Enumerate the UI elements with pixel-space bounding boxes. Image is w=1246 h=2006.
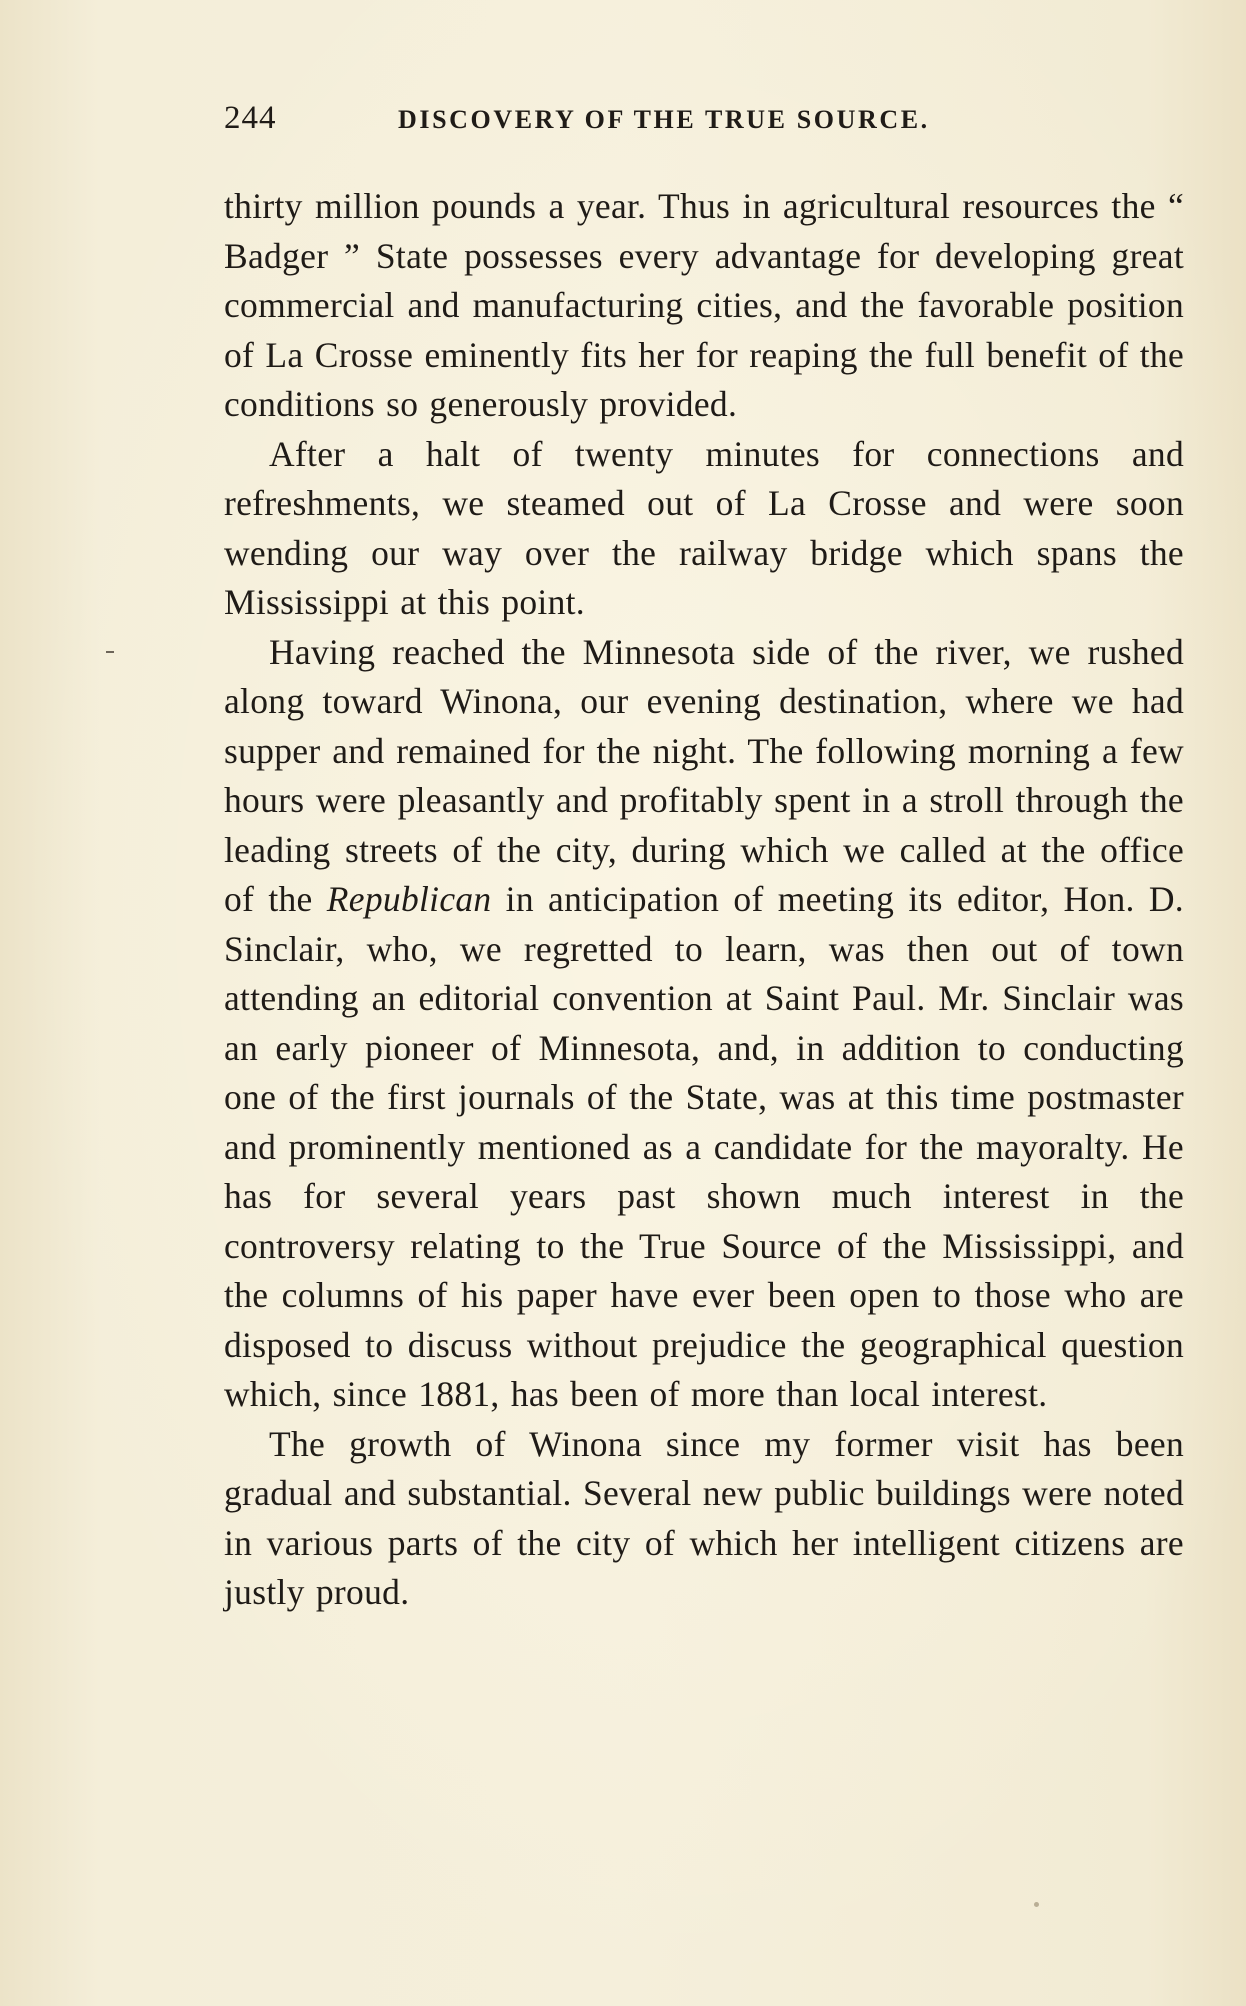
body-text: [224, 182, 1184, 1618]
margin-mark: [106, 651, 114, 653]
running-head: DISCOVERY OF THE TRUE SOURCE.: [398, 105, 930, 134]
page-header: [224, 96, 1184, 140]
paragraph: [224, 628, 1184, 1420]
paragraph-text-continued: in anticipation of meeting its editor, Hon. D. Sinclair, who, we regretted to learn, was then out of town attending an editorial convention at Saint Paul. Mr. Sinclair was an early pioneer of Minnesota, and, in addition to conducting one of the first journals of the State, was at this time postmaster and prominently mentioned as a candidate for the mayoralty. He has for several years past shown much interest in the controversy relating to the True Source of the Mississippi, and the columns of his paper have ever been open to those who are disposed to discuss without prejudice the geographical question which, since 1881, has been of more than local interest.: [224, 879, 1184, 1414]
paper-speck: [1034, 1902, 1039, 1907]
newspaper-title: Republican: [326, 879, 492, 919]
page-number: 244: [224, 100, 277, 136]
paragraph-text: Having reached the Minnesota side of the river, we rushed along toward Winona, our evening destination, where we had supper and remained for the night. The following morning a few hours were pleasantly and profitably spent in a stroll through the leading streets of the city, during which we called at the office of the: [224, 631, 1184, 919]
paragraph: thirty million pounds a year. Thus in agricultural resources the “ Badger ” State possesses every advantage for developing great commercial and manufacturing cities, and the favorable position of La Crosse eminently fits her for reaping the full benefit of the conditions so generously provided.: [224, 186, 1184, 424]
paragraph: After a halt of twenty minutes for connections and refreshments, we steamed out of La Crosse and were soon wending our way over the railway bridge which spans the Mississippi at this point.: [224, 433, 1184, 622]
paragraph: The growth of Winona since my former visit has been gradual and substantial. Several new public buildings were noted in various parts of the city of which her intelligent citizens are justly proud.: [224, 1423, 1184, 1612]
